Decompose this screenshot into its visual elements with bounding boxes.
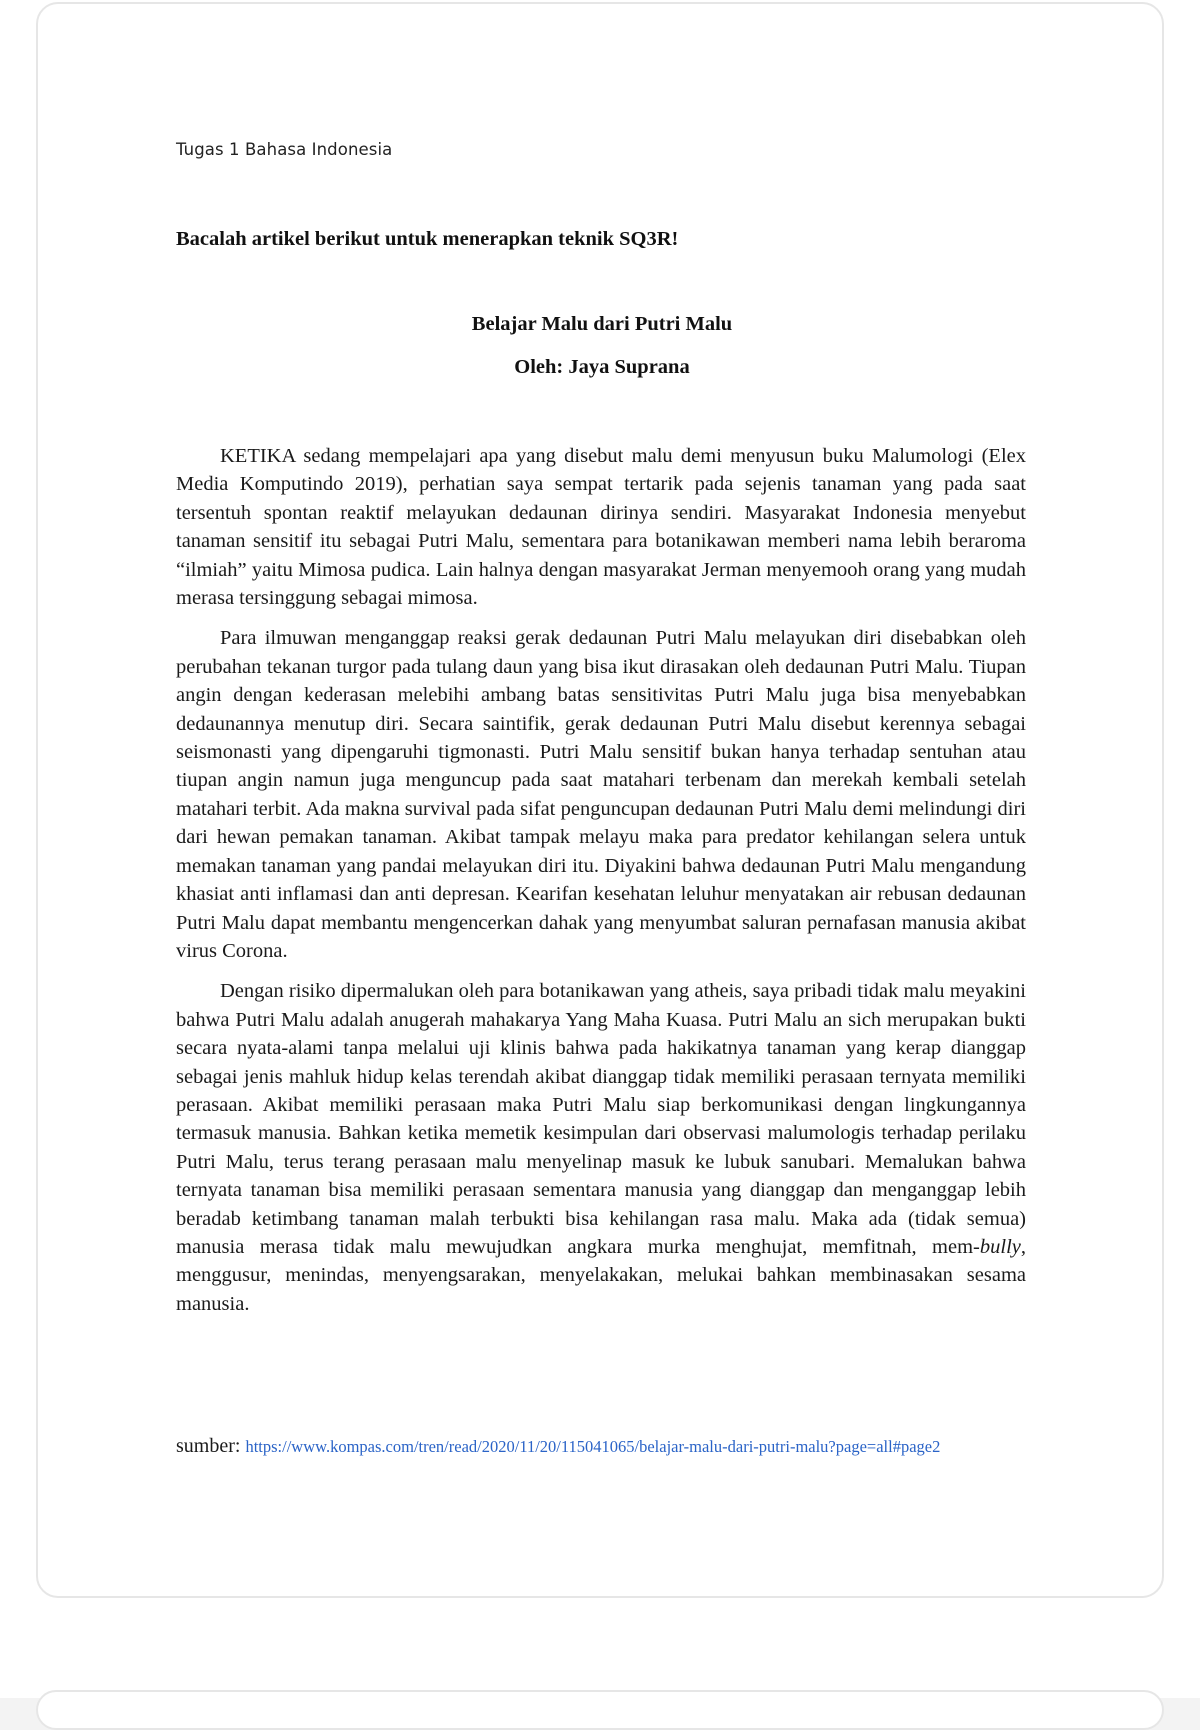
article-paragraph-1: KETIKA sedang mempelajari apa yang disebut malu demi menyusun buku Malumologi (Elex Media Komputindo 2019), perhatian saya sempat tertarik pada sejenis tanaman yang pada saat tersentuh spontan reaktif melayukan dedaunan dirinya sendiri. Masyarakat Indonesia menyebut tanaman sensitif itu sebagai Putri Malu, sementara para botanikawan memberi nama lebih beraroma “ilmiah” yaitu Mimosa pudica. Lain halnya dengan masyarakat Jerman menyemooh orang yang mudah merasa tersinggung sebagai mimosa. xyxy=(176,445,1026,610)
paragraph-3-text-b: , menggusur, menindas, menyengsarakan, menyelakakan, melukai bahkan membinasakan sesama manusia. xyxy=(176,1235,1026,1315)
document-page xyxy=(36,2,1164,1598)
source-link[interactable]: https://www.kompas.com/tren/read/2020/11/20/115041065/belajar-malu-dari-putri-malu?page=all#page2 xyxy=(245,1437,941,1456)
document-header: Tugas 1 Bahasa Indonesia xyxy=(176,140,393,159)
paragraph-3-text-a: Dengan risiko dipermalukan oleh para botanikawan yang atheis, saya pribadi tidak malu meyakini bahwa Putri Malu adalah anugerah mahakarya Yang Maha Kuasa. Putri Malu an sich merupakan bukti secara nyata-alami tanpa melalui uji klinis bahwa pada hakikatnya tanaman yang kerap dianggap sebagai jenis mahluk hidup kelas terendah akibat dianggap tidak memiliki perasaan ternyata memiliki perasaan. Akibat memiliki perasaan maka Putri Malu siap berkomunikasi dengan lingkungannya termasuk manusia. Bahkan ketika memetik kesimpulan dari observasi malumologis terhadap perilaku Putri Malu, terus terang perasaan malu menyelinap masuk ke lubuk sanubari. Memalukan bahwa ternyata tanaman bisa memiliki perasaan sementara manusia yang dianggap dan menganggap lebih beradab ketimbang tanaman malah terbukti bisa kehilangan rasa malu. Maka ada (tidak semua) manusia merasa tidak malu mewujudkan angkara murka menghujat, memfitnah, mem- xyxy=(176,980,1026,1258)
assignment-instruction: Bacalah artikel berikut untuk menerapkan teknik SQ3R! xyxy=(176,228,679,250)
article-body xyxy=(176,442,1026,1330)
next-page-edge xyxy=(36,1690,1164,1730)
article-paragraph-2: Para ilmuwan menganggap reaksi gerak dedaunan Putri Malu melayukan diri disebabkan oleh perubahan tekanan turgor pada tulang daun yang bisa ikut dirasakan oleh dedaunan Putri Malu. Tiupan angin dengan kederasan melebihi ambang batas sensitivitas Putri Malu juga bisa menyebabkan dedaunannya menutup diri. Secara saintifik, gerak dedaunan Putri Malu disebut kerennya sebagai seismonasti yang dipengaruhi tigmonasti. Putri Malu sensitif bukan hanya terhadap sentuhan atau tiupan angin namun juga menguncup pada saat matahari terbenam dan merekah kembali setelah matahari terbit. Ada makna survival pada sifat penguncupan dedaunan Putri Malu demi melindungi diri dari hewan pemakan tanaman. Akibat tampak melayu maka para predator kehilangan selera untuk memakan tanaman yang pandai melayukan diri itu. Diyakini bahwa dedaunan Putri Malu mengandung khasiat anti inflamasi dan anti depresan. Kearifan kesehatan leluhur menyatakan air rebusan dedaunan Putri Malu dapat membantu mengencerkan dahak yang menyumbat saluran pernafasan manusia akibat virus Corona. xyxy=(176,627,1026,962)
source-citation xyxy=(176,1432,1026,1461)
article-paragraph-3 xyxy=(176,977,1026,1318)
paragraph-3-italic-word: bully xyxy=(979,1235,1021,1258)
article-title: Belajar Malu dari Putri Malu xyxy=(471,313,733,335)
source-label: sumber: xyxy=(176,1435,241,1457)
article-author: Oleh: Jaya Suprana xyxy=(514,356,690,378)
